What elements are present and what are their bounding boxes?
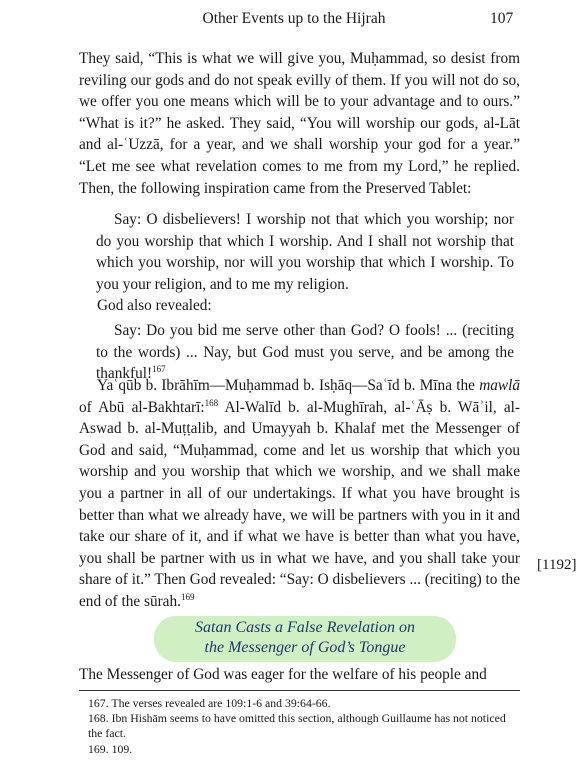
paragraph-3 <box>79 375 520 613</box>
paragraph-3-part-c: Al-Walīd b. al-Mughīrah, al-ʿĀṣ b. Wāʾil, al-Aswad b. al-Muṭṭalib, and Umayyah b. Khalaf met the Messenger of God and said, “Muḥammad, come and let us worship that which you worship and you worship that which we worship, and we shall make you a partner in all of our undertakings. If what you have brought is better than what we already have, we will be partners with you in it and take our share of it, and if what we have is better than what you have, you shall be partner with us in what we have, and you shall take your share of it.” Then God revealed: “Say: O disbelievers ... (reciting) to the end of the sūrah. <box>79 398 520 610</box>
paragraph-3-part-b: of Abū al-Bakhtarī: <box>79 398 205 416</box>
section-heading <box>140 618 470 660</box>
mawla-term: mawlā <box>479 377 520 394</box>
footnote-168: 168. Ibn Hishām seems to have omitted this section, although Guillaume has not noticed the fact. <box>88 711 506 741</box>
footnote-169: 169. 109. <box>88 741 133 756</box>
heading-line-1: Satan Casts a False Revelation on <box>195 619 415 636</box>
footnotes <box>88 696 520 757</box>
paragraph-1: They said, “This is what we will give you, Muḥammad, so desist from reviling our gods and do not speak evilly of them. If you will not do so, we offer you one means which will be to your advantage and to ours.” “What is it?” he asked. They said, “You will worship our gods, al-Lāt and al-ʿUzzā, for a year, and we shall worship your god for a year.” “Let me see what revelation comes to me from my Lord,” he replied. Then, the following inspiration came from the Preserved Tablet: <box>79 50 520 197</box>
quote-1: Say: O disbelievers! I worship not that which you worship; nor do you worship that which I worship. And I shall not worship that which you worship, nor will you worship that which I worship. To you your religion, and to me my religion. <box>96 211 514 293</box>
running-header <box>0 6 588 30</box>
footnote-ref-167[interactable]: 167 <box>152 364 166 375</box>
footnote-ref-168[interactable]: 168 <box>204 397 219 408</box>
footnote-divider <box>79 690 520 691</box>
paragraph-3-part-a: Yaʿqūb b. Ibrāhīm—Muḥammad b. Isḥāq—Saʿīd b. Mīna the <box>97 377 480 394</box>
page-number: 107 <box>490 10 514 27</box>
margin-reference: [1192] <box>537 557 577 573</box>
footnote-ref-169[interactable]: 169 <box>180 591 195 602</box>
paragraph-2: God also revealed: <box>97 297 212 314</box>
heading-line-2: the Messenger of God’s Tongue <box>204 639 406 656</box>
paragraph-4: The Messenger of God was eager for the welfare of his people and <box>79 666 487 683</box>
running-title: Other Events up to the Hijrah <box>202 10 386 27</box>
quote-2-text: Say: Do you bid me serve other than God? O fools! ... (reciting to the words) ... Nay, but God must you serve, and be among the thankful! <box>96 322 514 383</box>
footnote-167: 167. The verses revealed are 109:1-6 and 39:64-66. <box>88 696 331 710</box>
